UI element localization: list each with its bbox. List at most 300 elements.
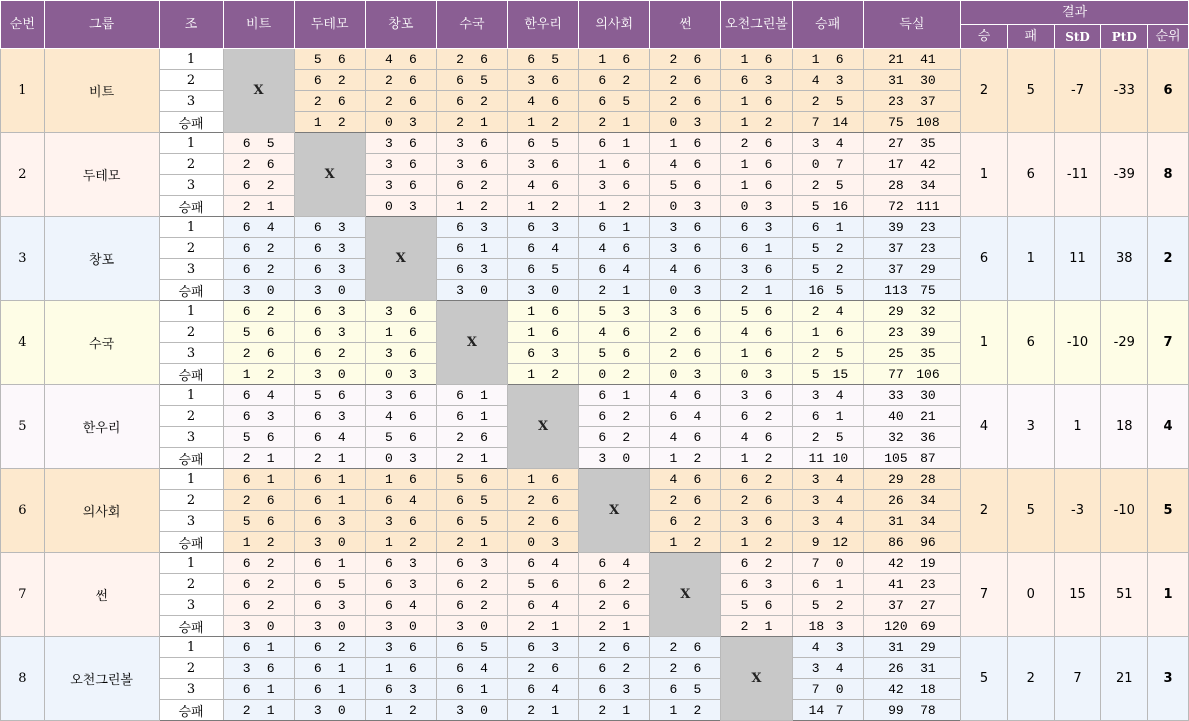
match-score-cell	[579, 322, 650, 343]
score-right: 6	[480, 51, 488, 67]
match-score-cell	[365, 175, 436, 196]
score-left: 3	[242, 618, 251, 634]
match-score-cell	[294, 406, 365, 427]
points-cell	[863, 259, 961, 280]
score-right: 2	[551, 366, 559, 382]
result-rank: 6	[1148, 49, 1189, 133]
score-left: 2	[669, 93, 678, 109]
match-score-cell	[436, 532, 507, 553]
score-left: 42	[888, 681, 904, 697]
score-right: 0	[337, 282, 346, 298]
score-left: 4	[811, 72, 820, 88]
score-left: 2	[313, 93, 322, 109]
result-rank: 2	[1148, 217, 1189, 301]
score-left: 6	[456, 681, 464, 697]
score-left: 3	[811, 471, 820, 487]
round-label: 승패	[159, 700, 223, 721]
winloss-cell	[792, 679, 863, 700]
header-group: 그룹	[44, 1, 159, 49]
score-left: 4	[598, 324, 607, 340]
score-right: 6	[337, 93, 346, 109]
score-left: 23	[888, 93, 904, 109]
match-score-cell	[436, 196, 507, 217]
result-ptd: 51	[1101, 553, 1148, 637]
match-score-cell	[579, 658, 650, 679]
result-std: -11	[1054, 133, 1101, 217]
score-left: 2	[598, 282, 607, 298]
result-loss: 5	[1007, 49, 1054, 133]
score-left: 3	[598, 450, 607, 466]
score-left: 2	[811, 93, 820, 109]
score-right: 1	[337, 681, 346, 697]
score-left: 4	[669, 261, 678, 277]
winloss-cell	[792, 280, 863, 301]
match-score-cell	[294, 658, 365, 679]
points-cell	[863, 175, 961, 196]
score-left: 3	[313, 618, 322, 634]
score-left: 33	[888, 387, 904, 403]
score-right: 6	[693, 135, 702, 151]
score-left: 41	[888, 576, 904, 592]
score-left: 6	[740, 576, 749, 592]
score-right: 2	[764, 471, 773, 487]
match-score-cell	[508, 511, 579, 532]
match-score-cell	[294, 343, 365, 364]
score-left: 4	[598, 240, 607, 256]
score-left: 6	[456, 93, 464, 109]
points-cell	[863, 490, 961, 511]
score-left: 3	[384, 387, 393, 403]
score-left: 2	[242, 156, 251, 172]
score-right: 1	[480, 450, 488, 466]
match-score-cell	[721, 553, 792, 574]
score-right: 2	[622, 576, 631, 592]
score-left: 6	[527, 240, 535, 256]
match-score-cell	[579, 574, 650, 595]
points-cell	[863, 658, 961, 679]
match-score-cell	[508, 112, 579, 133]
points-cell	[863, 49, 961, 70]
score-left: 6	[740, 408, 749, 424]
result-rank: 3	[1148, 637, 1189, 721]
score-right: 14	[832, 114, 849, 130]
score-left: 1	[740, 177, 749, 193]
score-right: 23	[920, 576, 936, 592]
match-score-cell	[223, 532, 294, 553]
score-left: 0	[527, 534, 535, 550]
score-right: 2	[337, 72, 346, 88]
score-right: 6	[266, 429, 275, 445]
score-right: 4	[266, 219, 275, 235]
score-right: 6	[266, 345, 275, 361]
match-score-cell	[721, 427, 792, 448]
match-score-cell	[721, 133, 792, 154]
score-left: 2	[740, 618, 749, 634]
match-score-cell	[650, 679, 721, 700]
score-left: 5	[811, 366, 820, 382]
score-left: 5	[598, 345, 607, 361]
winloss-cell	[792, 595, 863, 616]
score-right: 6	[408, 51, 417, 67]
score-left: 2	[669, 51, 678, 67]
match-score-cell	[365, 595, 436, 616]
score-right: 5	[835, 345, 844, 361]
score-right: 5	[480, 72, 488, 88]
match-score-cell	[223, 322, 294, 343]
match-score-cell	[436, 280, 507, 301]
score-right: 1	[337, 450, 346, 466]
score-right: 2	[266, 576, 275, 592]
match-score-cell	[223, 637, 294, 658]
score-right: 3	[408, 576, 417, 592]
match-score-cell	[508, 595, 579, 616]
score-right: 0	[480, 618, 488, 634]
score-right: 0	[551, 282, 559, 298]
match-score-cell	[579, 70, 650, 91]
score-left: 5	[740, 303, 749, 319]
match-score-cell	[365, 364, 436, 385]
match-score-cell	[508, 238, 579, 259]
score-right: 4	[835, 387, 844, 403]
result-rank: 7	[1148, 301, 1189, 385]
score-left: 42	[888, 555, 904, 571]
result-loss: 3	[1007, 385, 1054, 469]
score-left: 3	[384, 303, 393, 319]
score-right: 0	[266, 618, 275, 634]
match-score-cell	[223, 469, 294, 490]
match-score-cell	[223, 595, 294, 616]
score-left: 3	[456, 618, 464, 634]
self-match-mark: X	[294, 133, 365, 217]
score-right: 29	[920, 261, 936, 277]
score-left: 1	[242, 366, 251, 382]
points-cell	[863, 574, 961, 595]
score-right: 2	[408, 702, 417, 718]
score-right: 4	[693, 408, 702, 424]
score-left: 5	[811, 261, 820, 277]
match-score-cell	[508, 154, 579, 175]
match-score-cell	[365, 616, 436, 637]
score-right: 36	[920, 429, 936, 445]
score-left: 2	[598, 618, 607, 634]
score-left: 1	[669, 534, 678, 550]
score-right: 41	[920, 51, 936, 67]
winloss-cell	[792, 385, 863, 406]
score-left: 2	[242, 702, 251, 718]
score-left: 6	[811, 408, 820, 424]
score-left: 1	[740, 156, 749, 172]
score-left: 3	[811, 387, 820, 403]
score-right: 111	[916, 198, 940, 214]
winloss-cell	[792, 427, 863, 448]
score-right: 3	[480, 261, 488, 277]
score-right: 6	[266, 513, 275, 529]
result-loss: 0	[1007, 553, 1054, 637]
match-score-cell	[579, 553, 650, 574]
match-score-cell	[508, 280, 579, 301]
score-left: 1	[740, 51, 749, 67]
winloss-cell	[792, 112, 863, 133]
score-right: 6	[408, 93, 417, 109]
match-score-cell	[508, 91, 579, 112]
score-left: 6	[384, 576, 393, 592]
match-score-cell	[223, 574, 294, 595]
score-left: 2	[384, 93, 393, 109]
match-score-cell	[223, 385, 294, 406]
points-cell	[863, 427, 961, 448]
result-ptd: -29	[1101, 301, 1148, 385]
result-win: 2	[961, 469, 1008, 553]
score-right: 3	[693, 198, 702, 214]
match-score-cell	[436, 553, 507, 574]
match-score-cell	[294, 532, 365, 553]
match-score-cell	[508, 259, 579, 280]
score-right: 1	[480, 387, 488, 403]
match-score-cell	[365, 133, 436, 154]
score-left: 2	[669, 72, 678, 88]
match-score-cell	[436, 700, 507, 721]
points-cell	[863, 154, 961, 175]
match-score-cell	[223, 133, 294, 154]
score-right: 6	[622, 639, 631, 655]
score-left: 0	[811, 156, 820, 172]
score-left: 3	[669, 303, 678, 319]
result-std: -3	[1054, 469, 1101, 553]
winloss-cell	[792, 238, 863, 259]
score-left: 6	[242, 177, 251, 193]
score-left: 3	[242, 282, 251, 298]
score-right: 4	[551, 597, 559, 613]
match-score-cell	[294, 91, 365, 112]
winloss-cell	[792, 448, 863, 469]
match-score-cell	[436, 259, 507, 280]
match-score-cell	[650, 70, 721, 91]
score-left: 17	[888, 156, 904, 172]
group-seq: 7	[1, 553, 45, 637]
score-left: 2	[811, 429, 820, 445]
match-score-cell	[223, 364, 294, 385]
match-score-cell	[579, 280, 650, 301]
round-label: 2	[159, 658, 223, 679]
score-left: 6	[598, 681, 607, 697]
score-right: 6	[480, 156, 488, 172]
match-score-cell	[508, 49, 579, 70]
score-right: 6	[408, 387, 417, 403]
score-left: 2	[527, 492, 535, 508]
score-left: 6	[740, 471, 749, 487]
score-left: 6	[313, 513, 322, 529]
match-score-cell	[721, 154, 792, 175]
match-score-cell	[436, 133, 507, 154]
score-right: 23	[920, 219, 936, 235]
result-std: 15	[1054, 553, 1101, 637]
score-left: 6	[242, 597, 251, 613]
score-right: 5	[693, 681, 702, 697]
score-right: 6	[693, 387, 702, 403]
score-right: 96	[920, 534, 936, 550]
score-left: 2	[456, 429, 464, 445]
score-left: 1	[527, 303, 535, 319]
score-right: 35	[920, 135, 936, 151]
group-name: 비트	[44, 49, 159, 133]
header-std: StD	[1054, 25, 1101, 49]
score-left: 3	[456, 282, 464, 298]
score-left: 2	[811, 345, 820, 361]
score-right: 3	[835, 618, 844, 634]
table-row	[1, 49, 1189, 70]
winloss-cell	[792, 616, 863, 637]
score-right: 6	[764, 597, 773, 613]
score-left: 1	[384, 324, 393, 340]
score-right: 6	[693, 219, 702, 235]
match-score-cell	[436, 679, 507, 700]
score-right: 4	[835, 135, 844, 151]
points-cell	[863, 406, 961, 427]
score-right: 1	[622, 114, 631, 130]
score-right: 2	[480, 198, 488, 214]
match-score-cell	[436, 658, 507, 679]
result-ptd: 21	[1101, 637, 1148, 721]
score-left: 86	[888, 534, 904, 550]
score-left: 120	[884, 618, 908, 634]
match-score-cell	[579, 259, 650, 280]
score-left: 18	[808, 618, 825, 634]
score-left: 6	[598, 429, 607, 445]
score-right: 6	[764, 261, 773, 277]
match-score-cell	[508, 301, 579, 322]
score-left: 2	[598, 702, 607, 718]
score-left: 1	[669, 450, 678, 466]
score-left: 2	[242, 492, 251, 508]
group-seq: 1	[1, 49, 45, 133]
score-left: 6	[527, 681, 535, 697]
winloss-cell	[792, 637, 863, 658]
score-left: 72	[888, 198, 904, 214]
match-score-cell	[579, 679, 650, 700]
score-left: 6	[242, 639, 251, 655]
points-cell	[863, 553, 961, 574]
match-score-cell	[365, 343, 436, 364]
score-right: 2	[266, 555, 275, 571]
score-left: 4	[527, 93, 535, 109]
score-left: 3	[669, 240, 678, 256]
score-left: 6	[598, 555, 607, 571]
match-score-cell	[508, 217, 579, 238]
match-score-cell	[650, 511, 721, 532]
match-score-cell	[436, 427, 507, 448]
score-left: 29	[888, 303, 904, 319]
result-rank: 8	[1148, 133, 1189, 217]
winloss-cell	[792, 154, 863, 175]
score-right: 5	[480, 492, 488, 508]
match-score-cell	[223, 217, 294, 238]
score-left: 6	[456, 555, 464, 571]
match-score-cell	[650, 343, 721, 364]
group-seq: 8	[1, 637, 45, 721]
winloss-cell	[792, 175, 863, 196]
round-label: 1	[159, 469, 223, 490]
score-right: 31	[920, 660, 936, 676]
score-left: 2	[740, 135, 749, 151]
match-score-cell	[650, 658, 721, 679]
score-right: 35	[920, 345, 936, 361]
score-right: 6	[835, 324, 844, 340]
score-right: 6	[551, 93, 559, 109]
result-win: 1	[961, 133, 1008, 217]
score-right: 3	[480, 555, 488, 571]
match-score-cell	[579, 700, 650, 721]
score-right: 2	[480, 177, 488, 193]
score-right: 0	[835, 555, 844, 571]
round-label: 승패	[159, 280, 223, 301]
score-left: 6	[384, 681, 393, 697]
round-label: 3	[159, 343, 223, 364]
score-left: 3	[598, 177, 607, 193]
round-label: 1	[159, 217, 223, 238]
score-left: 1	[527, 114, 535, 130]
score-right: 5	[551, 135, 559, 151]
match-score-cell	[721, 322, 792, 343]
table-row	[1, 217, 1189, 238]
score-left: 6	[313, 639, 322, 655]
score-left: 6	[456, 639, 464, 655]
score-right: 3	[408, 450, 417, 466]
score-right: 6	[693, 492, 702, 508]
score-right: 27	[920, 597, 936, 613]
score-left: 2	[456, 51, 464, 67]
match-score-cell	[294, 238, 365, 259]
result-ptd: -10	[1101, 469, 1148, 553]
match-score-cell	[579, 133, 650, 154]
table-row	[1, 637, 1189, 658]
match-score-cell	[650, 280, 721, 301]
score-left: 1	[740, 534, 749, 550]
score-right: 15	[832, 366, 849, 382]
score-right: 6	[266, 660, 275, 676]
score-left: 7	[811, 114, 820, 130]
match-score-cell	[436, 616, 507, 637]
winloss-cell	[792, 658, 863, 679]
score-left: 6	[313, 429, 322, 445]
score-left: 6	[313, 681, 322, 697]
score-left: 6	[669, 408, 678, 424]
match-score-cell	[721, 511, 792, 532]
score-right: 2	[551, 198, 559, 214]
match-score-cell	[223, 700, 294, 721]
score-right: 3	[693, 366, 702, 382]
score-right: 6	[693, 72, 702, 88]
match-score-cell	[721, 364, 792, 385]
score-left: 1	[598, 198, 607, 214]
match-score-cell	[579, 49, 650, 70]
score-right: 0	[337, 618, 346, 634]
score-right: 7	[835, 702, 844, 718]
match-score-cell	[579, 238, 650, 259]
winloss-cell	[792, 196, 863, 217]
score-left: 6	[598, 408, 607, 424]
score-left: 6	[598, 261, 607, 277]
match-score-cell	[650, 385, 721, 406]
score-right: 4	[622, 261, 631, 277]
score-left: 5	[313, 387, 322, 403]
result-ptd: -33	[1101, 49, 1148, 133]
round-label: 승패	[159, 196, 223, 217]
result-loss: 6	[1007, 301, 1054, 385]
match-score-cell	[223, 196, 294, 217]
score-left: 2	[527, 618, 535, 634]
match-score-cell	[365, 490, 436, 511]
match-score-cell	[579, 406, 650, 427]
